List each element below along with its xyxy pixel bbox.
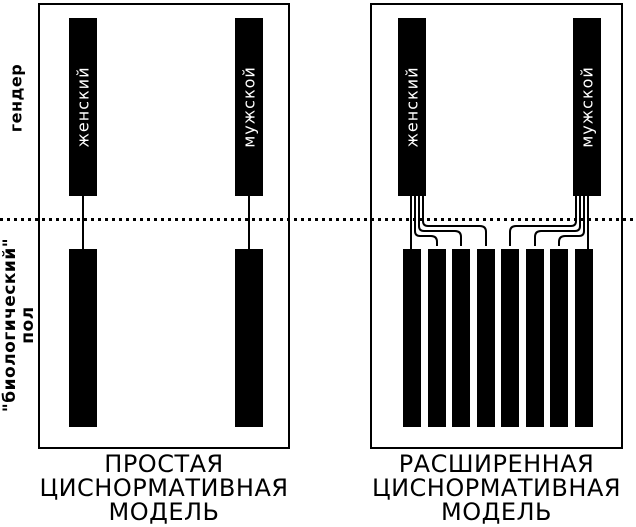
gender-bar-male-right-panel — [573, 18, 601, 196]
sex-bar — [428, 249, 446, 427]
sex-bar — [452, 249, 470, 427]
sex-bar — [69, 249, 97, 427]
gender-bar-female-left-panel — [69, 18, 97, 196]
gender-bar-label-female: женский — [73, 66, 93, 148]
sex-bar — [477, 249, 495, 427]
extended-model-caption-line1: РАСШИРЕННАЯ — [398, 450, 595, 478]
sex-bar — [526, 249, 544, 427]
extended-model-caption-line2: ЦИСНОРМАТИВНАЯ — [371, 474, 622, 502]
simple-model-caption — [18, 452, 310, 524]
gender-bar-female-right-panel — [398, 18, 426, 196]
sex-bar — [235, 249, 263, 427]
gender-bar-male-left-panel — [235, 18, 263, 196]
simple-model-caption-line3: МОДЕЛЬ — [108, 498, 220, 526]
gender-sex-divider-dotted-line — [0, 218, 636, 221]
biological-sex-axis-label-line1: "биологический" — [0, 237, 20, 413]
extended-model-caption-line3: МОДЕЛЬ — [440, 498, 553, 526]
simple-model-caption-line2: ЦИСНОРМАТИВНАЯ — [39, 474, 289, 502]
biological-sex-axis-label — [1, 238, 37, 412]
gender-bar-label-male: мужской — [239, 66, 259, 148]
biological-sex-axis-label-line2: пол — [18, 306, 38, 344]
sex-bar — [550, 249, 568, 427]
sex-bar — [403, 249, 421, 427]
sex-bar — [575, 249, 593, 427]
extended-model-caption — [350, 452, 636, 524]
sex-bar — [501, 249, 519, 427]
gender-bar-label-female: женский — [402, 66, 422, 148]
simple-model-caption-line1: ПРОСТАЯ — [104, 450, 224, 478]
gender-axis-label: гендер — [6, 63, 26, 133]
gender-bar-label-male: мужской — [577, 66, 597, 148]
